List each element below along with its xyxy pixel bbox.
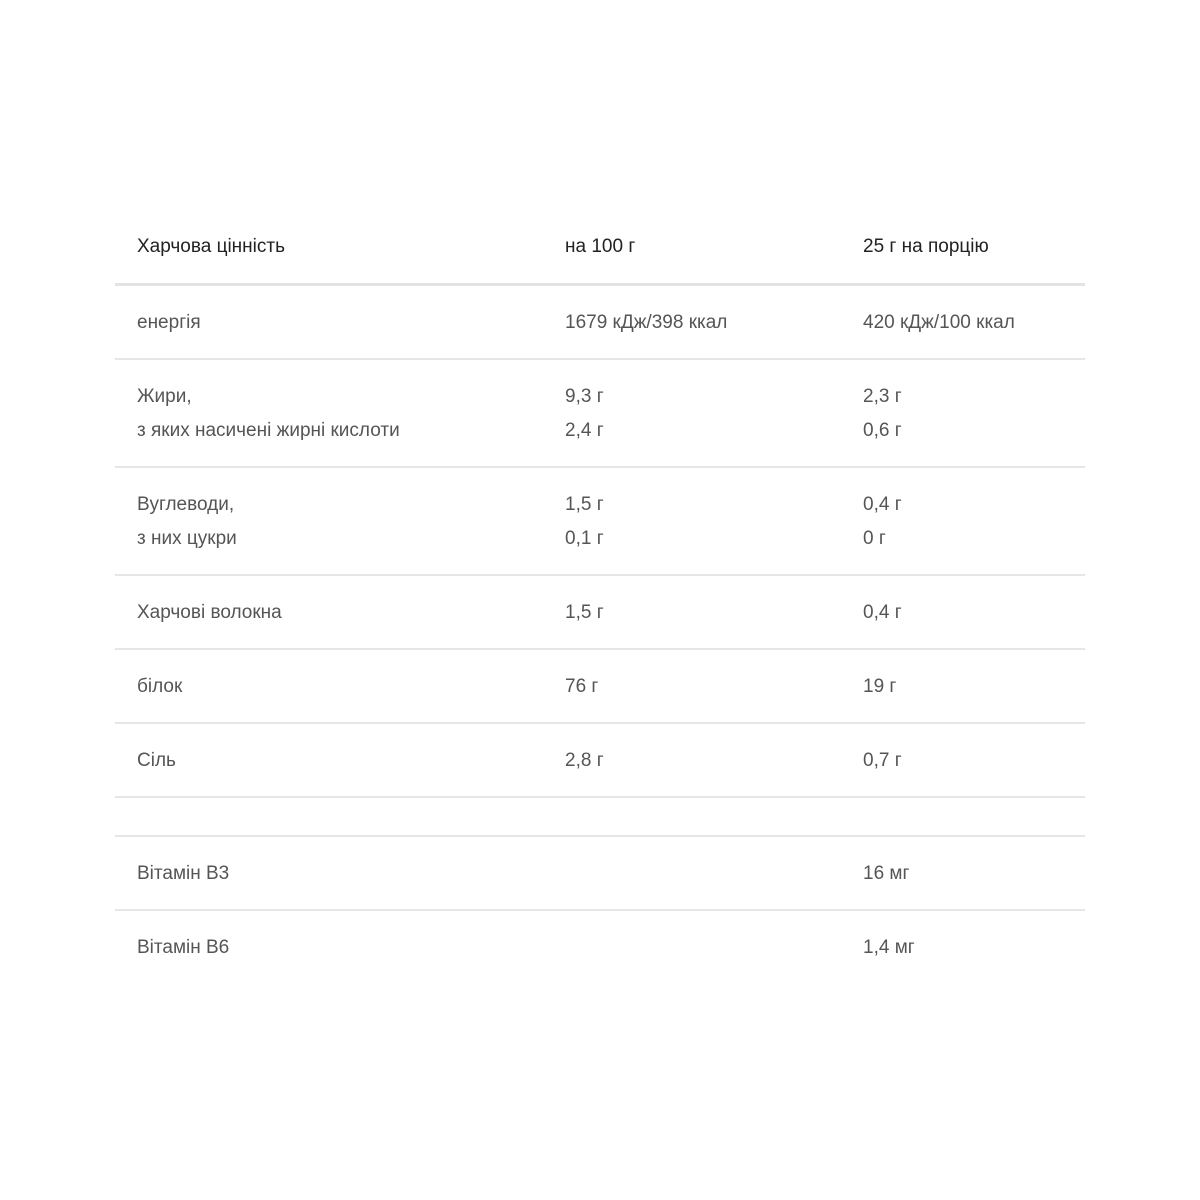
row-label-line: енергія — [137, 312, 201, 333]
row-per-100g — [565, 488, 604, 556]
row-value-line: 16 мг — [863, 863, 910, 884]
row-value-line: 0,1 г — [565, 528, 604, 549]
row-value-line: 2,3 г — [863, 386, 902, 407]
row-value-line: 0,7 г — [863, 750, 902, 771]
row-label — [137, 306, 201, 340]
row-per-serving — [863, 380, 902, 448]
row-label — [137, 744, 176, 778]
row-value-line: 1,5 г — [565, 602, 604, 623]
row-value-line: 19 г — [863, 676, 897, 697]
row-label-line: з них цукри — [137, 528, 237, 549]
row-label — [137, 857, 229, 891]
row-per-100g — [565, 306, 727, 340]
row-label — [137, 670, 182, 704]
row-label — [137, 380, 400, 448]
header-per-serving: 25 г на порцію — [863, 236, 989, 257]
table-row-fiber — [115, 576, 1085, 650]
row-per-serving — [863, 306, 1015, 340]
row-label — [137, 488, 237, 556]
row-value-line: 2,8 г — [565, 750, 604, 771]
row-label-line: Харчові волокна — [137, 602, 282, 623]
row-value-line: 2,4 г — [565, 420, 604, 441]
row-per-serving — [863, 857, 909, 891]
row-value-line: 1,5 г — [565, 494, 604, 515]
row-per-serving — [863, 931, 915, 965]
row-label-line: Вітамін B6 — [137, 937, 230, 958]
table-row-fats — [115, 360, 1085, 468]
row-value-line: 0,6 г — [863, 420, 902, 441]
row-label-line: білок — [137, 676, 183, 697]
row-label — [137, 931, 229, 965]
row-value-line: 0,4 г — [863, 494, 902, 515]
nutrition-table — [115, 208, 1085, 985]
row-label-line: Вуглеводи, — [137, 494, 235, 515]
row-per-serving — [863, 488, 902, 556]
table-row-salt — [115, 724, 1085, 798]
row-per-100g — [565, 670, 598, 704]
row-per-100g — [565, 744, 604, 778]
table-header — [115, 208, 1085, 286]
row-per-100g — [565, 380, 604, 448]
table-row-vitamin-b3 — [115, 837, 1085, 911]
row-label-line: Вітамін B3 — [137, 863, 230, 884]
row-value-line: 76 г — [565, 676, 599, 697]
row-label-line: Сіль — [137, 750, 176, 771]
table-row-energy — [115, 286, 1085, 360]
row-value-line: 1,4 мг — [863, 937, 915, 958]
table-row-vitamin-b6 — [115, 911, 1085, 985]
table-row-protein — [115, 650, 1085, 724]
row-per-100g — [565, 596, 604, 630]
header-per-100g: на 100 г — [565, 236, 636, 257]
row-value-line: 1679 кДж/398 ккал — [565, 312, 728, 333]
row-value-line: 0,4 г — [863, 602, 902, 623]
table-row-carbohydrates — [115, 468, 1085, 576]
row-label-line: з яких насичені жирні кислоти — [137, 420, 400, 441]
row-per-serving — [863, 744, 902, 778]
row-value-line: 0 г — [863, 528, 886, 549]
row-label-line: Жири, — [137, 386, 192, 407]
row-label — [137, 596, 282, 630]
row-value-line: 9,3 г — [565, 386, 604, 407]
row-value-line: 420 кДж/100 ккал — [863, 312, 1015, 333]
header-nutrition-value: Харчова цінність — [137, 236, 285, 257]
row-per-serving — [863, 596, 902, 630]
row-per-serving — [863, 670, 896, 704]
table-spacer-row — [115, 798, 1085, 837]
